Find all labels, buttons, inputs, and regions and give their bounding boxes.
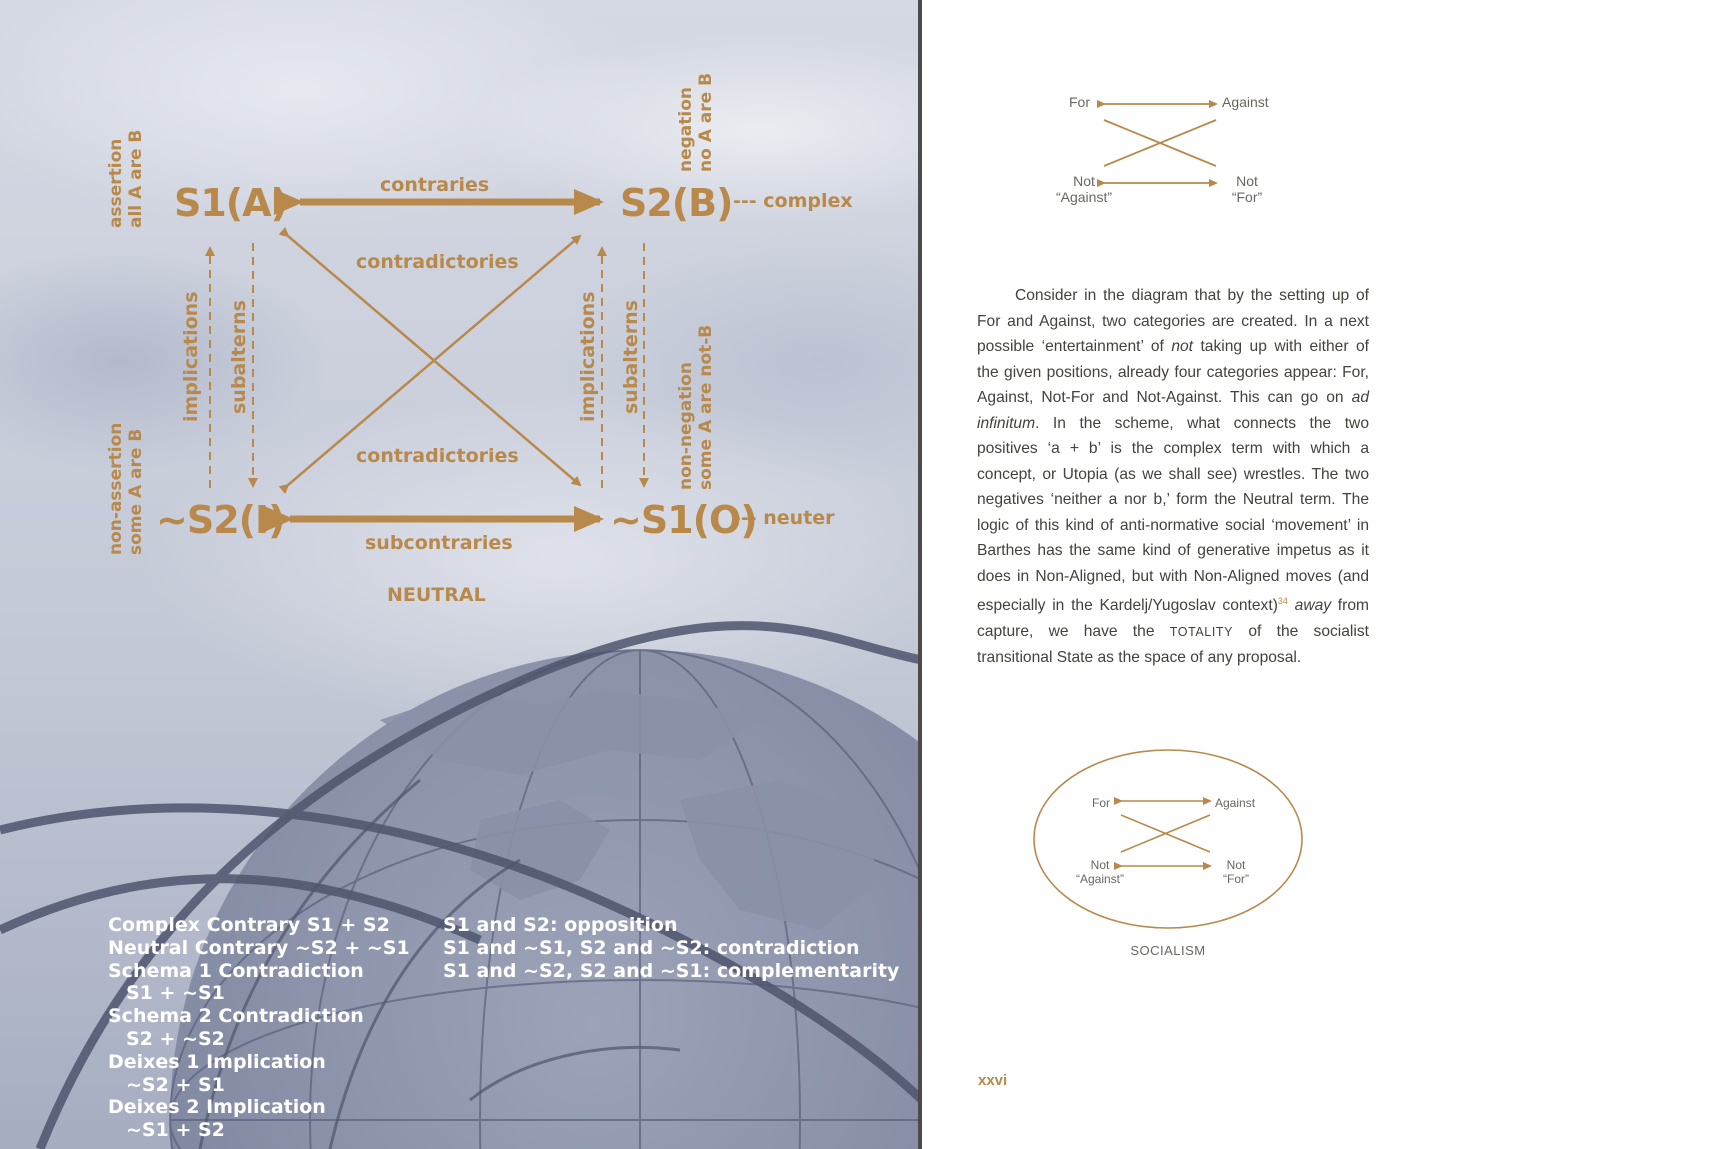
label-neuter: --- neuter [733, 507, 835, 529]
label-complex: --- complex [733, 190, 853, 212]
label-non-negation: non-negation some A are not-B [676, 324, 716, 490]
label-subalterns-right: subalterns [620, 300, 642, 414]
diagram-bottom-not-against: Not “Against” [1075, 858, 1125, 886]
socialism-caption: SOCIALISM [1130, 943, 1206, 958]
label-implications-right: implications [577, 291, 599, 422]
label-contradictories-bottom: contradictories [356, 445, 519, 467]
diagram-bottom-for: For [1092, 796, 1110, 810]
diagram-bottom-not-for: Not “For” [1223, 858, 1249, 886]
page-number: xxvi [978, 1072, 1008, 1089]
term-not-s2: ~S2(I) [156, 498, 285, 542]
term-s1: S1(A) [174, 181, 287, 225]
label-neutral: NEUTRAL [387, 584, 486, 606]
label-contradictories-top: contradictories [356, 251, 519, 273]
diagram-top-against: Against [1222, 94, 1269, 110]
diagram-bottom-against: Against [1215, 796, 1256, 810]
label-non-assertion: non-assertion some A are B [106, 422, 146, 555]
legend-left: Complex Contrary S1 + S2 Neutral Contrary ~S2 + ~S1 Schema 1 Contradiction S1 + ~S1 Schema 2 Contradiction S2 + ~S2 Deixes 1 Implication ~S2 + S1 Deixes 2 Implication ~S1 + S2 [108, 914, 410, 1142]
diagram-top-not-against: Not “Against” [1055, 173, 1113, 205]
diagram-top-not-for: Not “For” [1231, 173, 1263, 205]
legend-right: S1 and S2: opposition S1 and ~S1, S2 and ~S2: contradiction S1 and ~S2, S2 and ~S1: complementarity [443, 914, 900, 982]
label-negation: negation no A are B [676, 72, 716, 172]
label-implications-left: implications [180, 291, 202, 422]
label-subalterns-left: subalterns [228, 300, 250, 414]
term-not-s1: ~S1(O) [610, 498, 757, 542]
term-s2: S2(B) [620, 181, 733, 225]
label-subcontraries: subcontraries [365, 532, 513, 554]
body-paragraph: Consider in the diagram that by the setting up of For and Against, two categories are created. In a next possible ‘entertainment’ of not taking up with either of the given positions, already four categories appear: For, Against, Not-For and Not-Against. This can go on ad infinitum. In the scheme, what connects the two positives ‘a + b’ is the complex term with which a concept, or Utopia (as we shall see) wrestles. The two negatives ‘neither a nor b,’ form the Neutral term. The logic of this kind of anti-normative social ‘movement’ in Barthes has the same kind of generative impetus as it does in Non-Aligned, but with Non-Aligned moves (and especially in the Kardelj/Yugoslav context)$^{34}$ away from capture, we have the TOTALITY of the socialist transitional State as the space of any proposal. [977, 287, 1369, 667]
footnote-marker[interactable]: 34 [1277, 596, 1288, 606]
label-assertion: assertion all A are B [106, 129, 146, 228]
label-contraries: contraries [380, 174, 490, 196]
diagram-top-for: For [1069, 94, 1090, 110]
